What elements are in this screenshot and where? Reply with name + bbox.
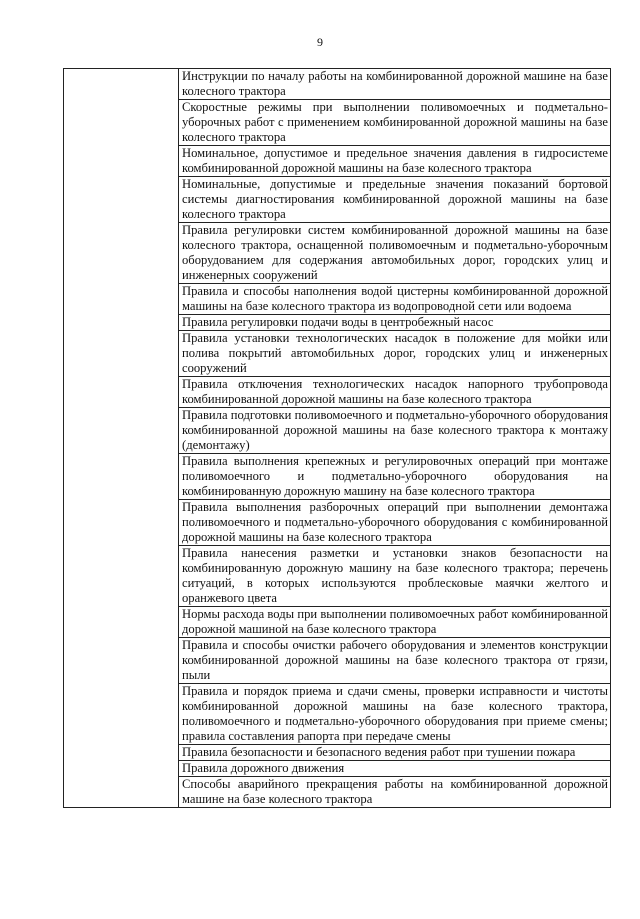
requirement-cell: Правила выполнения крепежных и регулировочных операций при монтаже поливомоечного и подметально-уборочного оборудования на комбинированную дорожную машину на базе колесного трактора	[179, 454, 611, 500]
requirement-cell: Нормы расхода воды при выполнении поливомоечных работ комбинированной дорожной машиной на базе колесного трактора	[179, 607, 611, 638]
requirement-cell: Способы аварийного прекращения работы на комбинированной дорожной машине на базе колесного трактора	[179, 777, 611, 808]
label-column-cell	[64, 69, 179, 808]
requirement-cell: Правила регулировки систем комбинированной дорожной машины на базе колесного трактора, оснащенной поливомоечным и подметально-уборочным оборудованием для содержания автомобильных дорог, городских улиц и инженерных сооружений	[179, 223, 611, 284]
requirement-cell: Инструкции по началу работы на комбинированной дорожной машине на базе колесного трактора	[179, 69, 611, 100]
requirement-cell: Номинальные, допустимые и предельные значения показаний бортовой системы диагностирования комбинированной дорожной машины на базе колесного трактора	[179, 177, 611, 223]
requirement-cell: Правила отключения технологических насадок напорного трубопровода комбинированной дорожной машины на базе колесного трактора	[179, 377, 611, 408]
requirement-cell: Скоростные режимы при выполнении поливомоечных и подметально-уборочных работ с применением комбинированной дорожной машины на базе колесного трактора	[179, 100, 611, 146]
requirement-cell: Правила и способы очистки рабочего оборудования и элементов конструкции комбинированной дорожной машины на базе колесного трактора от грязи, пыли	[179, 638, 611, 684]
requirement-cell: Правила подготовки поливомоечного и подметально-уборочного оборудования комбинированной дорожной машины на базе колесного трактора к монтажу (демонтажу)	[179, 408, 611, 454]
table-row	[64, 69, 611, 100]
requirement-cell: Номинальное, допустимое и предельное значения давления в гидросистеме комбинированной дорожной машины на базе колесного трактора	[179, 146, 611, 177]
page-number: 9	[317, 35, 323, 49]
requirement-cell: Правила дорожного движения	[179, 761, 611, 777]
requirement-cell: Правила и порядок приема и сдачи смены, проверки исправности и чистоты комбинированной дорожной машины на базе колесного трактора, поливомоечного и подметально-уборочного оборудования при приеме смены; правила составления рапорта при передаче смены	[179, 684, 611, 745]
requirement-cell: Правила выполнения разборочных операций при выполнении демонтажа поливомоечного и подметально-уборочного оборудования с комбинированной дорожной машины на базе колесного трактора	[179, 500, 611, 546]
requirement-cell: Правила нанесения разметки и установки знаков безопасности на комбинированную дорожную машину на базе колесного трактора; перечень ситуаций, в которых используются проблесковые маячки желтого и оранжевого цвета	[179, 546, 611, 607]
requirement-cell: Правила регулировки подачи воды в центробежный насос	[179, 315, 611, 331]
requirement-cell: Правила и способы наполнения водой цистерны комбинированной дорожной машины на базе колесного трактора из водопроводной сети или водоема	[179, 284, 611, 315]
requirements-table	[63, 68, 611, 808]
requirement-cell: Правила безопасности и безопасного ведения работ при тушении пожара	[179, 745, 611, 761]
requirement-cell: Правила установки технологических насадок в положение для мойки или полива покрытий автомобильных дорог, городских улиц и инженерных сооружений	[179, 331, 611, 377]
